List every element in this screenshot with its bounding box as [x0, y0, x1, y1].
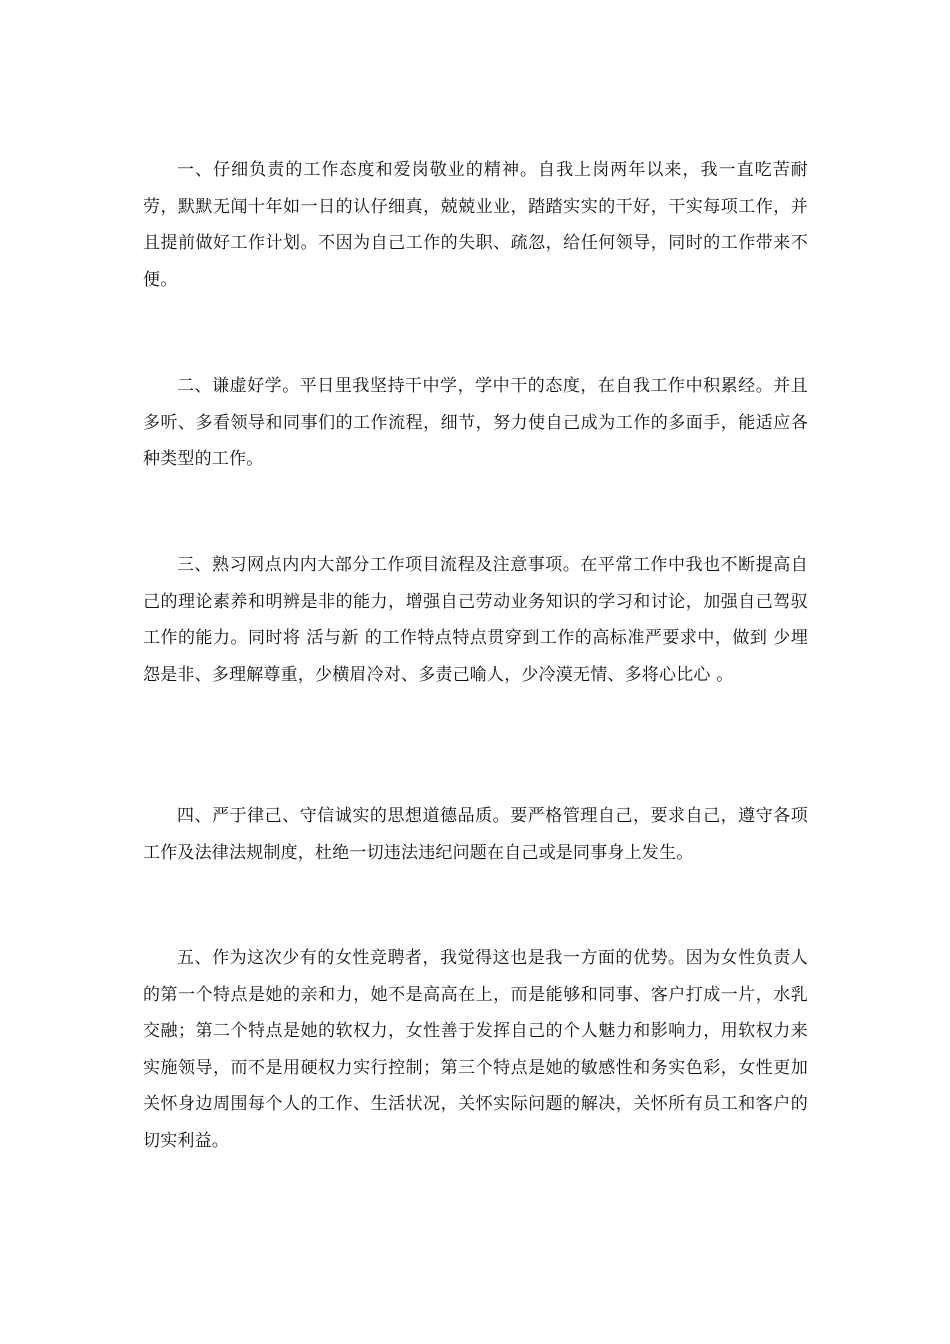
- paragraph-2: 二、谦虚好学。平日里我坚持干中学，学中干的态度，在自我工作中积累经。并且多听、多看领导和同事们的工作流程，细节，努力使自己成为工作的多面手，能适应各种类型的工作。: [143, 376, 808, 470]
- paragraph-4: 四、严于律己、守信诚实的思想道德品质。要严格管理自己，要求自己，遵守各项工作及法律法规制度，杜绝一切违法违纪问题在自己或是同事身上发生。: [143, 806, 808, 863]
- paragraph-5: 五、作为这次少有的女性竞聘者，我觉得这也是我一方面的优势。因为女性负责人的第一个特点是她的亲和力，她不是高高在上，而是能够和同事、客户打成一片，水乳交融；第二个特点是她的软权力，女性善于发挥自己的个人魅力和影响力，用软权力来实施领导，而不是用硬权力实行控制；第三个特点是她的敏感性和务实色彩，女性更加关怀身边周围每个人的工作、生活状况，关怀实际问题的解决，关怀所有员工和客户的切实利益。: [143, 948, 808, 1151]
- paragraph-3: 三、熟习网点内内大部分工作项目流程及注意事项。在平常工作中我也不断提高自己的理论素养和明辨是非的能力，增强自己劳动业务知识的学习和讨论，加强自己驾驭工作的能力。同时将 活与新 的工作特点特点贯穿到工作的高标准严要求中，做到 少埋怨是非、多理解尊重，少横眉冷对、多责己喻人，少冷漠无情、多将心比心 。: [143, 555, 808, 685]
- paragraph-1: 一、仔细负责的工作态度和爱岗敬业的精神。自我上岗两年以来，我一直吃苦耐劳，默默无闻十年如一日的认仔细真，兢兢业业，踏踏实实的干好，干实每项工作，并且提前做好工作计划。不因为自己工作的失职、疏忽，给任何领导，同时的工作带来不便。: [143, 160, 808, 290]
